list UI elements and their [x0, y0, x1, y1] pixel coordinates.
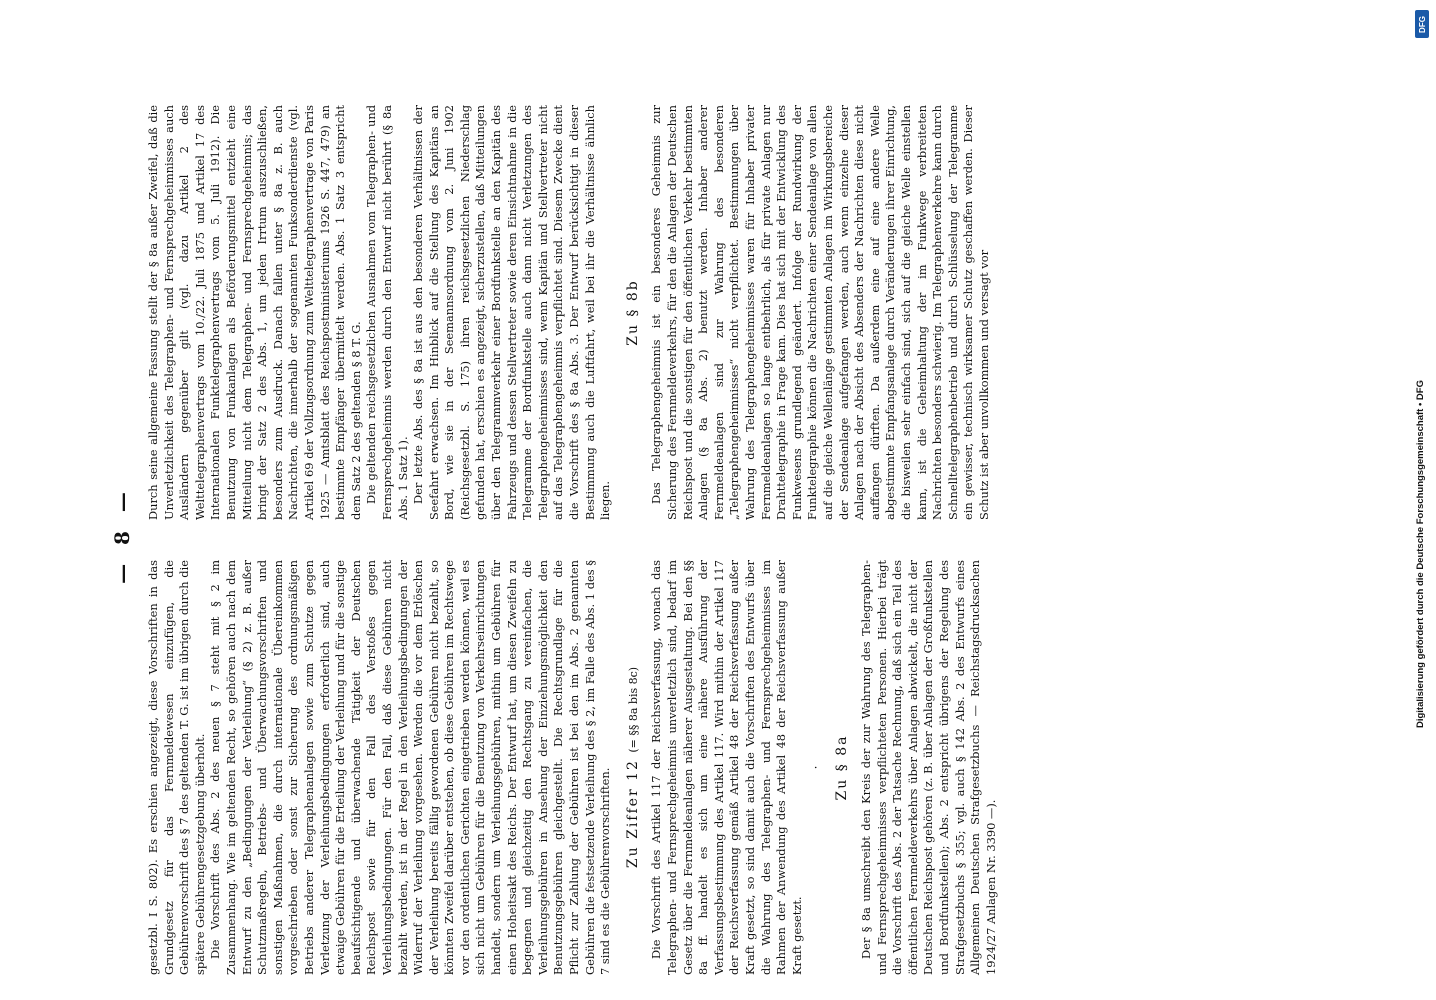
paragraph: Durch seine allgemeine Fassung stellt der § 8a außer Zweifel, daß die Unverletzlichkeit des Telegraphen- und Fernsprechgeheimnisses auch Ausländern gegenüber gilt (vgl. dazu Artikel 2 des Welttelegraphenvertrags vom 10./22. Juli 1875 und Artikel 17 des Internationalen Funktelegraphenvertrags vom 5. Juli 1912). Die Benutzung von Funkanlagen als Beförderungsmittel entzieht eine Mitteilung nicht dem Telegraphen- und Fernsprechgeheimnis; das bringt der Satz 2 des Abs. 1, um jeden Irrtum auszuschließen, besonders zum Ausdruck. Danach fallen unter § 8a z. B. auch Nachrichten, die innerhalb der sogenannten Funksonderdienste (vgl. Artikel 69 der Vollzugsordnung zum Welttelegraphenvertrage von Paris 1925 — Amtsblatt des Reichspostministeriums 1926 S. 447, 479) an bestimmte Empfänger übermittelt werden. Abs. 1 Satz 3 entspricht dem Satz 2 des geltenden § 8 T. G. — [146, 105, 363, 520]
paragraph: Die geltenden reichsgesetzlichen Ausnahmen vom Telegraphen- und Fernsprechgeheimnis werden durch den Entwurf nicht berührt (§ 8a Abs. 1 Satz 1). — [364, 105, 410, 520]
section-heading: Zu § 8b — [624, 279, 641, 346]
paragraph: Der letzte Abs. des § 8a ist aus den besonderen Verhältnissen der Seefahrt erwachsen. Im Hinblick auf die Stellung des Kapitäns an Bord, wie sie in der Seemannsordnung vom 2. Juni 1902 (Reichsgesetzbl. S. 175) ihren reichsgesetzlichen Niederschlag gefunden hat, erschien es angezeigt, sicherzustellen, daß Mitteilungen über den Telegrammverkehr einer Bordfunkstelle an den Kapitän des Fahrzeugs und dessen Stellvertreter sowie deren Einsichtnahme in die Telegramme der Bordfunkstelle auch dann nicht Verletzungen des Telegraphengeheimnisses sind, wenn Kapitän und Stellvertreter nicht auf das Telegraphengeheimnis verpflichtet sind. Diesem Zwecke dient die Vorschrift des § 8a Abs. 3. Der Entwurf berücksichtigt in dieser Bestimmung auch die Luftfahrt, weil bei ihr die Verhältnisse ähnlich liegen. — [411, 105, 613, 520]
rotated-page-content — [110, 95, 998, 975]
paragraph: gesetzbl. I S. 802). Es erschien angezeigt, diese Vorschriften in das Grundgesetz für das Fernmeldewesen einzufügen, die Gebührenvorschrift des § 7 des geltenden T. G. ist im übrigen durch die spätere Gebührengesetzgebung überholt. — [146, 560, 207, 975]
separator-dot: · — [809, 765, 824, 770]
left-column — [146, 559, 998, 975]
digitization-note-text-wrap — [1406, 380, 1434, 752]
digitization-note-text: Digitalisierung gefördert durch die Deutsche Forschungsgemeinschaft • DFG — [1414, 380, 1426, 729]
paragraph: Die Vorschrift des Abs. 2 des neuen § 7 steht mit § 2 im Zusammenhang. Wie im geltenden Recht, so gehören auch nach dem Entwurf zu den „Bedingungen der Verleihung“ (§ 2) z. B. außer Schutzmaßregeln, Betriebs- und Überwachungsvorschriften und sonstigen Maßnahmen, die durch internationale Übereinkommen vorgeschrieben oder sonst zur Sicherung des ordnungsmäßigen Betriebs anderer Telegraphenanlagen sowie zum Schutze gegen Verletzung der Verleihungsbedingungen erforderlich sind, auch etwaige Gebühren für die Erteilung der Verleihung und für die sonstige beaufsichtigende und überwachende Tätigkeit der Deutschen Reichspost sowie für den Fall des Verstoßes gegen Verleihungsbedingungen. Für den Fall, daß diese Gebühren nicht bezahlt werden, ist in der Regel in den Verleihungsbedingungen der Widerruf der Verleihung vorgesehen. Werden die vor dem Erlöschen der Verleihung bereits fällig gewordenen Gebühren nicht bezahlt, so könnten Zweifel darüber entstehen, ob diese Gebühren im Rechtswege vor den ordentlichen Gerichten eingetrieben werden können, weil es sich nicht um Gebühren für die Benutzung von Verkehrseinrichtungen handelt, sondern um Verleihungsgebühren, mithin um Gebühren für einen Hoheitsakt des Reichs. Der Entwurf hat, um diesen Zweifeln zu begegnen und gleichzeitig den Rechtsgang zu vereinfachen, die Verleihungsgebühren in Ansehung der Einziehungsmöglichkeit den Benutzungsgebühren gleichgestellt. Die Rechtsgrundlage für die Pflicht zur Zahlung der Gebühren ist bei den im Abs. 2 genannten Gebühren die festsetzende Verleihung des § 2, im Falle des Abs. 1 des § 7 sind es die Gebührenvorschriften. — [208, 559, 613, 975]
dfg-logo: DFG — [1415, 10, 1429, 38]
page-number: — 8 — — [110, 486, 134, 584]
section-heading-subtitle: (= §§ 8a bis 8c) — [626, 666, 640, 753]
paragraph: Der § 8a umschreibt den Kreis der zur Wahrung des Telegraphen- und Fernsprechgeheimnisses verpflichteten Personen. Hierbei trägt die Vorschrift des Abs. 2 der Tatsache Rechnung, daß sich ein Teil des öffentlichen Fernmeldeverkehrs über Anlagen abwickelt, die nicht der Deutschen Reichspost gehören (z. B. über Anlagen der Großfunkstellen und Bordfunkstellen); Abs. 2 entspricht übrigens der Regelung des Strafgesetzbuchs § 355; vgl. auch § 142 Abs. 2 des Entwurfs eines Allgemeinen Deutschen Strafgesetzbuchs — Reichstagsdrucksachen 1924/27 Anlagen Nr. 3390 —). — [858, 560, 998, 975]
digitization-note — [1406, 8, 1436, 998]
right-column — [146, 105, 991, 520]
paragraph: Das Telegraphengeheimnis ist ein besonderes Geheimnis zur Sicherung des Fernmeldeverkehrs, für den die Anlagen der Deutschen Reichspost und die sonstigen für den öffentlichen Verkehr bestimmten Anlagen (§ 8a Abs. 2) benutzt werden. Inhaber anderer Fernmeldeanlagen sind zur Wahrung des besonderen „Telegraphengeheimnisses“ nicht verpflichtet. Bestimmungen über Wahrung des Telegraphengeheimnisses waren für Inhaber privater Fernmeldeanlagen so lange entbehrlich, als für private Anlagen nur Drahttelegraphie in Frage kam. Dies hat sich mit der Entwicklung des Funkwesens grundlegend geändert. Infolge der Rundwirkung der Funktelegraphie können die Nachrichten einer Sendeanlage von allen auf die gleiche Wellenlänge gestimmten Anlagen im Wirkungsbereiche der Sendeanlage aufgefangen werden, auch wenn einzelne dieser Anlagen nach der Absicht des Absenders der Nachrichten diese nicht auffangen dürften. Da außerdem eine auf eine andere Welle abgestimmte Empfangsanlage durch Veränderungen ihrer Einrichtung, die bisweilen sehr einfach sind, sich auf die gleiche Welle einstellen kann, ist die Geheimhaltung der im Funkwege verbreiteten Nachrichten besonders schwierig. Im Telegraphenverkehre kann durch Schnelltelegraphenbetrieb und durch Schlüsselung der Telegramme ein gewisser, technisch wirksamer Schutz geschaffen werden. Dieser Schutz ist aber unvollkommen und versagt vor — [649, 105, 991, 520]
section-heading: Zu § 8a — [834, 734, 851, 801]
section-heading-title: Zu Ziffer 12 — [624, 759, 641, 869]
paragraph: Die Vorschrift des Artikel 117 der Reichsverfassung, wonach das Telegraphen- und Fernsprechgeheimnis unverletzlich sind, bedarf im Gesetz über die Fernmeldeanlagen näherer Ausgestaltung. Bei den §§ 8a ff. handelt es sich um eine nähere Ausführung der Verfassungsbestimmung des Artikel 117. Wird mithin der Artikel 117 der Reichsverfassung gemäß Artikel 48 der Reichsverfassung außer Kraft gesetzt, so sind damit auch die Vorschriften des Entwurfs über die Wahrung des Telegraphen- und Fernsprechgeheimnisses im Rahmen der Anwendung des Artikel 48 der Reichsverfassung außer Kraft gesetzt. — [649, 560, 804, 975]
section-heading — [626, 560, 642, 975]
